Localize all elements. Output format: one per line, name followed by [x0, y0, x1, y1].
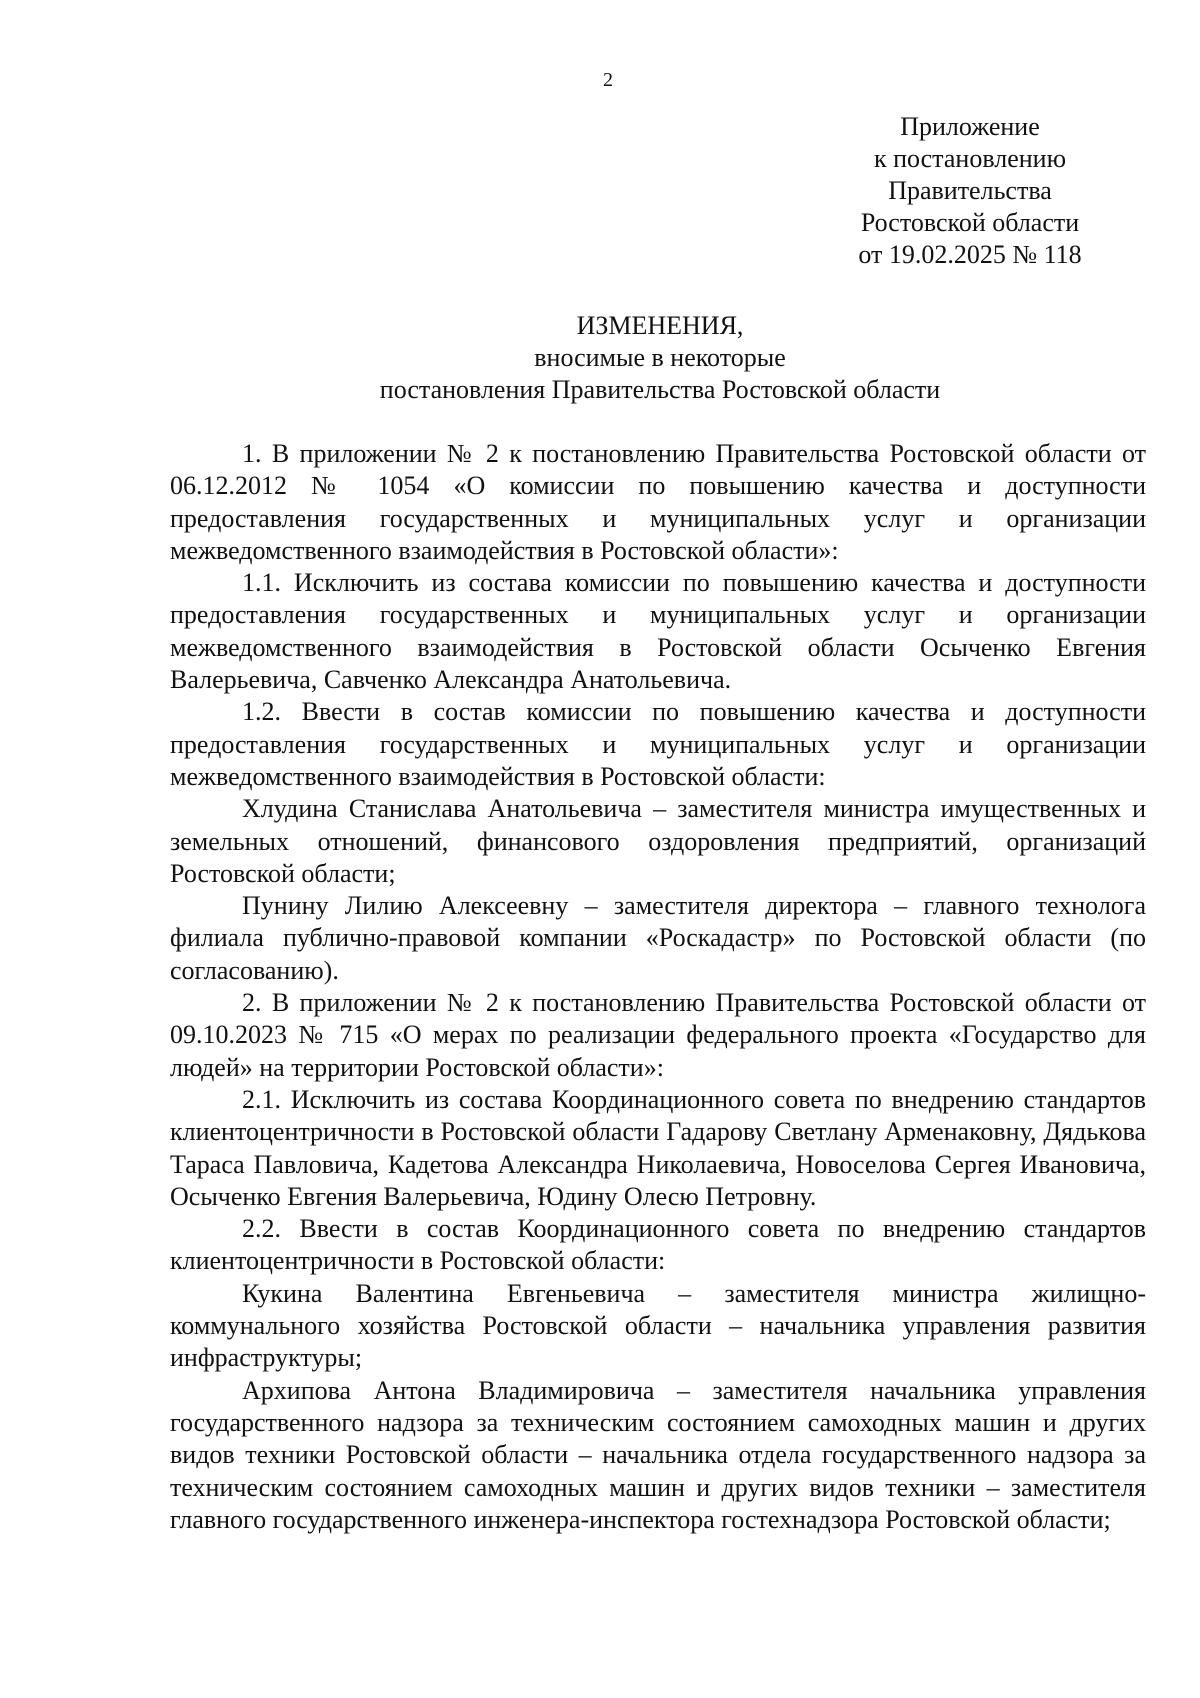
appendix-line-4: Ростовской области — [860, 208, 1080, 237]
paragraph-punina: Пунину Лилию Алексеевну – заместителя директора – главного технолога филиала публично-правовой компании «Роскадастр» по Ростовской области (по согласованию). — [170, 891, 1146, 985]
paragraph-2-1: 2.1. Исключить из состава Координационного совета по внедрению стандартов клиентоцентричности в Ростовской области Гадарову Светлану Арменаковну, Дядькова Тараса Павловича, Кадетова Александра Николаевича, Новоселова Сергея Ивановича, Осыченко Евгения Валерьевича, Юдину Олесю Петровну. — [170, 1084, 1146, 1211]
title-heading: ИЗМЕНЕНИЯ, — [576, 311, 744, 340]
paragraph-arkhipov: Архипова Антона Владимировича – заместителя начальника управления государственного надзора за техническим состоянием самоходных машин и других видов техники Ростовской области – начальника отдела государственного надзора за техническим состоянием самоходных машин и других видов техники – заместителя главного государственного инженера-инспектора гостехнадзора Ростовской области; — [170, 1375, 1146, 1534]
paragraph-1-2: 1.2. Ввести в состав комиссии по повышению качества и доступности предоставления государственных и муниципальных услуг и организации межведомственного взаимодействия в Ростовской области: — [170, 697, 1146, 791]
appendix-block — [820, 111, 1120, 271]
title-subtitle-2: постановления Правительства Ростовской области — [379, 375, 941, 404]
paragraph-1: 1. В приложении № 2 к постановлению Правительства Ростовской области от 06.12.2012 № 1054 «О комиссии по повышению качества и доступности предоставления государственных и муниципальных услуг и организации межведомственного взаимодействия в Ростовской области»: — [170, 439, 1146, 565]
appendix-line-1: Приложение — [900, 112, 1040, 141]
document-body — [170, 438, 1146, 1536]
paragraph-2-2: 2.2. Ввести в состав Координационного совета по внедрению стандартов клиентоцентричности в Ростовской области: — [170, 1214, 1146, 1276]
appendix-line-5: от 19.02.2025 № 118 — [858, 240, 1082, 269]
appendix-line-3: Правительства — [888, 176, 1052, 205]
paragraph-khludin: Хлудина Станислава Анатольевича – заместителя министра имущественных и земельных отношений, финансового оздоровления предприятий, организаций Ростовской области; — [170, 794, 1146, 888]
appendix-line-2: к постановлению — [873, 144, 1067, 173]
title-subtitle-1: вносимые в некоторые — [534, 343, 786, 372]
paragraph-1-1: 1.1. Исключить из состава комиссии по повышению качества и доступности предоставления государственных и муниципальных услуг и организации межведомственного взаимодействия в Ростовской области Осыченко Евгения Валерьевича, Савченко Александра Анатольевича. — [170, 568, 1146, 695]
page-number: 2 — [603, 69, 613, 91]
paragraph-2: 2. В приложении № 2 к постановлению Правительства Ростовской области от 09.10.2023 № 715 «О мерах по реализации федерального проекта «Государство для людей» на территории Ростовской области»: — [170, 988, 1146, 1082]
document-title — [170, 310, 1150, 406]
paragraph-kukin: Кукина Валентина Евгеньевича – заместителя министра жилищно-коммунального хозяйства Ростовской области – начальника управления развития инфраструктуры; — [170, 1278, 1146, 1373]
